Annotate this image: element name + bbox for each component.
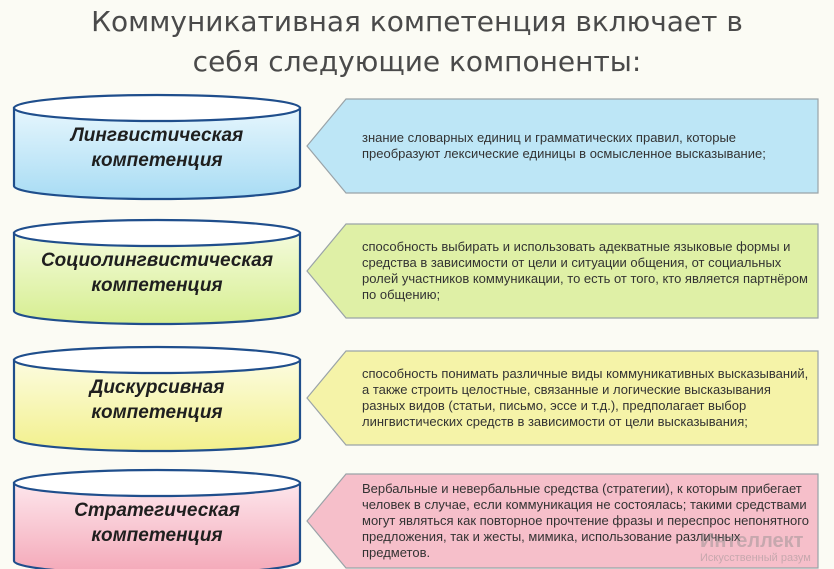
cylinder-label-line-2: компетенция	[91, 275, 223, 296]
cylinder-label-line-2: компетенция	[91, 525, 223, 546]
component-description-text: Вербальные и невербальные средства (стратегии), к которым прибегает человек в случае, если коммуникация не состоялась; такими средствами могут являться как повторное прочтение фразы и переспрос непонятного предложения, так и жесты, мимика, использование различных предметов.	[362, 481, 809, 560]
watermark-main: Интеллект	[700, 530, 804, 552]
cylinder-top	[14, 220, 300, 246]
watermark	[700, 530, 830, 564]
cylinder-top	[14, 95, 300, 121]
cylinder-label-line-1: Дискурсивная	[89, 377, 225, 398]
cylinder-label-line-2: компетенция	[91, 150, 223, 171]
component-description-text: способность понимать различные виды коммуникативных высказываний, а также строить целостные, связанные и логические высказывания разных видов (статьи, письмо, эссе и т.д.), предполагает выбор лингвистических средств в зависимости от цели высказывания;	[362, 366, 809, 429]
component-description	[362, 105, 810, 187]
cylinder-label-line-1: Стратегическая	[74, 500, 240, 521]
watermark-sub: Искусственный разум	[700, 552, 811, 564]
component-description	[362, 357, 810, 439]
title-line-2: себя следующие компоненты:	[192, 45, 642, 78]
cylinder-label-line-2: компетенция	[91, 402, 223, 423]
component-description-text: способность выбирать и использовать адекватные языковые формы и средства в зависимости от цели и ситуации общения, от социальных ролей участников коммуникации, то есть от того, кто является партнёром по общению;	[362, 239, 808, 302]
component-description	[362, 230, 810, 312]
cylinder-label-line-1: Лингвистическая	[70, 125, 244, 146]
cylinder-label-line-1: Социолингвистическая	[40, 250, 274, 271]
cylinder-top	[14, 347, 300, 373]
title-line-1: Коммуникативная компетенция включает в	[91, 5, 743, 38]
component-description-text: знание словарных единиц и грамматических правил, которые преобразуют лексические единицы в осмысленное высказывание;	[362, 130, 766, 161]
cylinder-top	[14, 470, 300, 496]
